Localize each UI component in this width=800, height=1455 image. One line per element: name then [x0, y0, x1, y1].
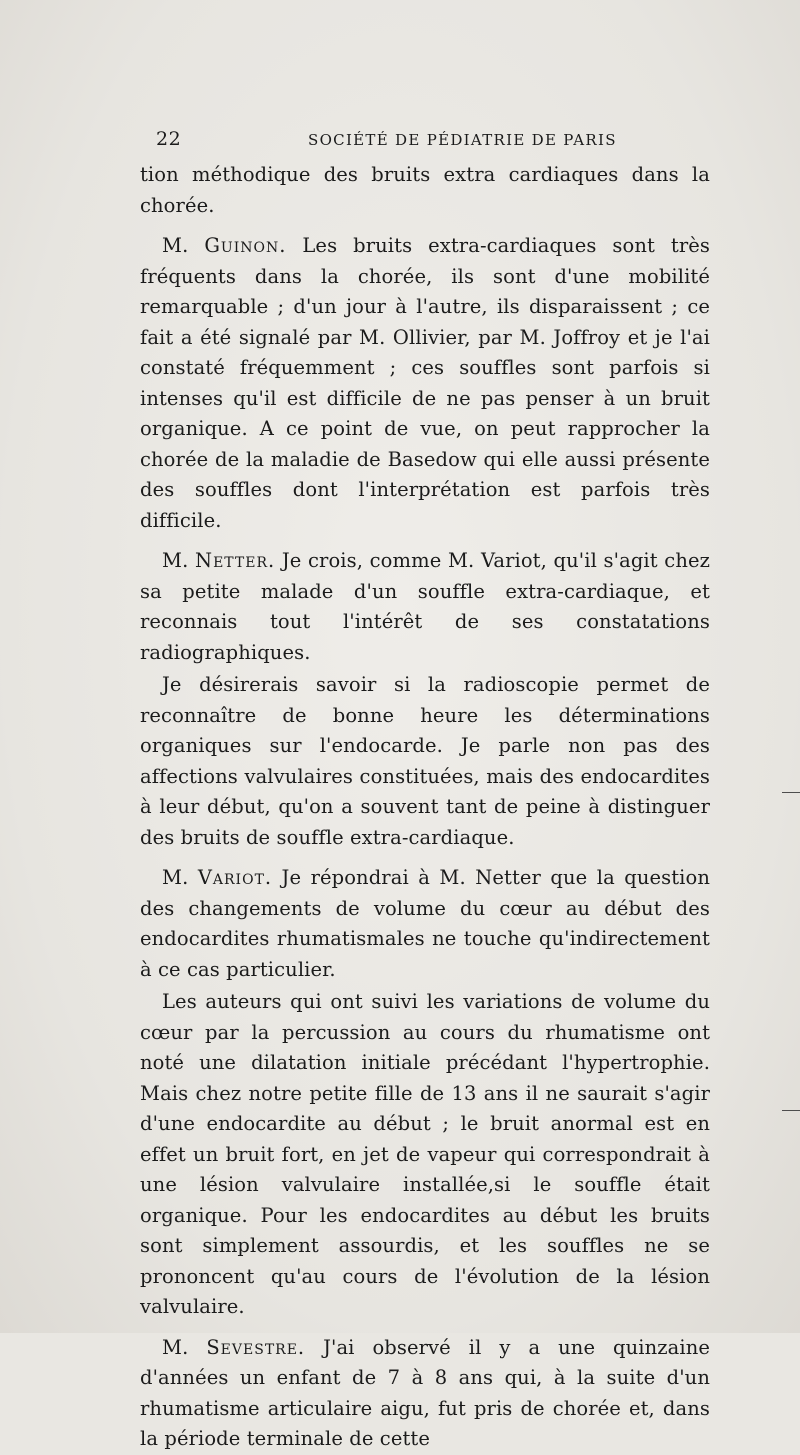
running-title: SOCIÉTÉ DE PÉDIATRIE DE PARIS: [308, 131, 617, 149]
page-header: [156, 128, 706, 158]
paragraph-netter: [140, 546, 710, 668]
speaker-prefix: M.: [162, 234, 205, 257]
speaker-name: Guinon.: [204, 234, 287, 257]
paragraph-text: Je crois, comme M. Variot, qu'il s'agit chez sa petite malade d'un souffle extra-cardiaque, et reconnais tout l'intérêt de ses constatations radiographiques.: [140, 549, 710, 664]
speaker-name: Variot.: [197, 866, 273, 889]
paragraph-netter-continued: [140, 670, 710, 853]
speaker-prefix: M.: [162, 1335, 207, 1359]
paragraph-text: J'ai observé il y a une quinzaine d'années un enfant de 7 à 8 ans qui, à la suite d'un rhumatisme articulaire aigu, fut pris de chorée et, dans la période terminale de cette: [140, 1335, 710, 1450]
paragraph-guinon: [140, 231, 710, 536]
paragraph-text: Les auteurs qui ont suivi les variations de volume du cœur par la percussion au cours du rhumatisme ont noté une dilatation initiale précédant l'hypertrophie. Mais chez notre petite fille de 13 ans il ne saurait s'agir d'une endocardite au début ; le bruit anormal est en effet un bruit fort, en jet de vapeur qui correspondrait à une lésion valvulaire installée,si le souffle était organique. Pour les endocardites au début les bruits sont simplement assourdis, et les souffles ne se prononcent qu'au cours de l'évolution de la lésion valvulaire.: [140, 990, 710, 1318]
paragraph-sevestre: [140, 1333, 710, 1455]
paragraph-variot-continued: [140, 987, 710, 1323]
page-edge-mark: [782, 1110, 800, 1111]
body-text: [140, 160, 710, 1455]
speaker-name: Sevestre.: [206, 1335, 306, 1359]
paragraph-text: Les bruits extra-cardiaques sont très fréquents dans la chorée, ils sont d'une mobilité remarquable ; d'un jour à l'autre, ils disparaissent ; ce fait a été signalé par M. Ollivier, par M. Joffroy et je l'ai constaté fréquemment ; ces souffles sont parfois si intenses qu'il est difficile de ne pas penser à un bruit organique. A ce point de vue, on peut rapprocher la chorée de la maladie de Basedow qui elle aussi présente des souffles dont l'interprétation est parfois très difficile.: [140, 234, 710, 532]
paragraph-continuation: [140, 160, 710, 221]
paragraph-text: tion méthodique des bruits extra cardiaques dans la chorée.: [140, 163, 710, 217]
paragraph-variot: [140, 863, 710, 985]
speaker-name: Netter.: [195, 549, 276, 572]
paragraph-text: Je désirerais savoir si la radioscopie permet de reconnaître de bonne heure les déterminations organiques sur l'endocarde. Je parle non pas des affections valvulaires constituées, mais des endocardites à leur début, qu'on a souvent tant de peine à distinguer des bruits de souffle extra-cardiaque.: [140, 673, 710, 849]
speaker-prefix: M.: [162, 866, 198, 889]
paragraph-text: Je répondrai à M. Netter que la question des changements de volume du cœur au début des endocardites rhumatismales ne touche qu'indirectement à ce cas particulier.: [140, 866, 711, 981]
page-number: 22: [156, 128, 182, 150]
speaker-prefix: M.: [162, 549, 195, 572]
page-edge-mark: [782, 792, 800, 793]
